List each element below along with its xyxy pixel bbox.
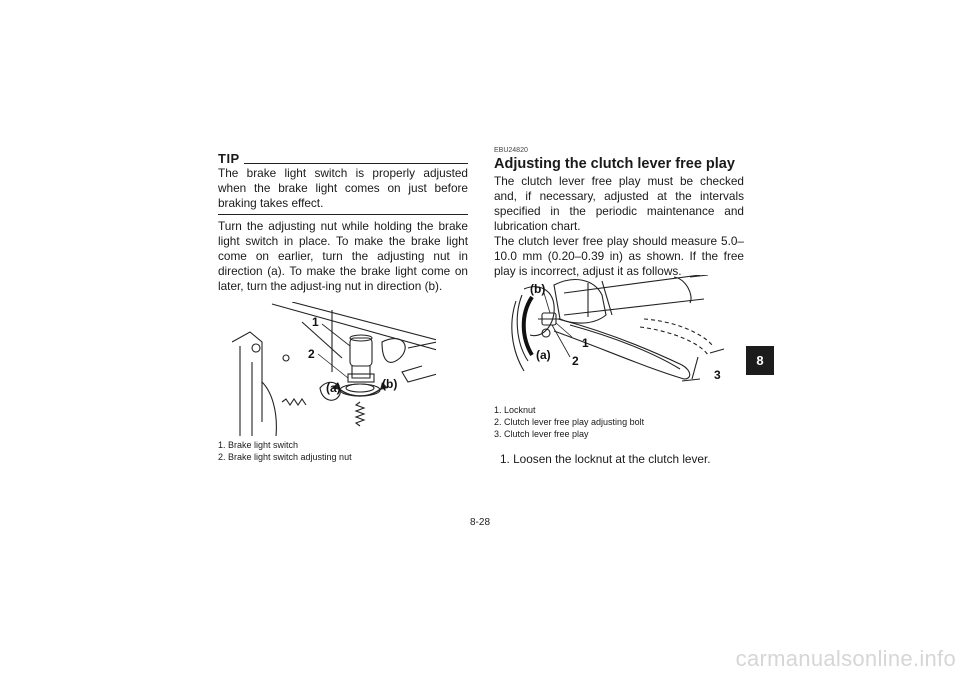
tip-rule [244, 163, 468, 164]
step-1: 1. Loosen the locknut at the clutch lever. [500, 452, 711, 466]
caption-item: 2. Brake light switch adjusting nut [218, 452, 352, 462]
caption-item: 2. Clutch lever free play adjusting bolt [494, 417, 645, 427]
callout-3: 3 [714, 368, 721, 382]
chapter-tab: 8 [746, 346, 774, 375]
brake-switch-drawing [232, 302, 436, 436]
caption-item: 3. Clutch lever free play [494, 429, 589, 439]
intro-text [494, 174, 744, 279]
page-number: 8-28 [469, 517, 490, 528]
callout-a: (a) [326, 381, 341, 395]
callout-b: (b) [530, 282, 546, 296]
section-heading: Adjusting the clutch lever free play [494, 156, 735, 172]
intro-text-body: The clutch lever free play must be checked and, if necessary, adjusted at the intervals specified in the periodic maintenance and lubrication chart. The clutch lever free play should measure 5.0–10.0 mm (0.20–0.39 in) as shown. If the free play is incorrect, adjust it as follows. [494, 174, 744, 278]
instruction-text: Turn the adjusting nut while holding the brake light switch in place. To make the brake light come on earlier, turn the adjusting nut in direction (a). To make the brake light come on later, turn the adjust-ing nut in direction (b). [218, 219, 468, 293]
caption-item: 1. Locknut [494, 405, 536, 415]
caption-item: 1. Brake light switch [218, 440, 299, 450]
tip-heading: TIP [218, 151, 240, 166]
right-figure-captions [494, 404, 744, 440]
tip-end-rule [218, 214, 468, 215]
callout-2: 2 [308, 347, 315, 361]
callout-1: 1 [312, 315, 319, 329]
clutch-lever-illustration [494, 275, 726, 397]
watermark: carmanualsonline.info [735, 646, 956, 671]
callout-a: (a) [536, 348, 551, 362]
callout-2: 2 [572, 354, 579, 368]
clutch-lever-drawing [494, 275, 726, 397]
brake-switch-illustration [232, 302, 436, 436]
callout-b: (b) [382, 377, 398, 391]
tip-text: The brake light switch is properly adjusted when the brake light comes on just before braking takes effect. [218, 166, 468, 210]
callout-1: 1 [582, 336, 589, 350]
left-figure-captions [218, 439, 468, 463]
section-code: EBU24820 [494, 147, 528, 154]
